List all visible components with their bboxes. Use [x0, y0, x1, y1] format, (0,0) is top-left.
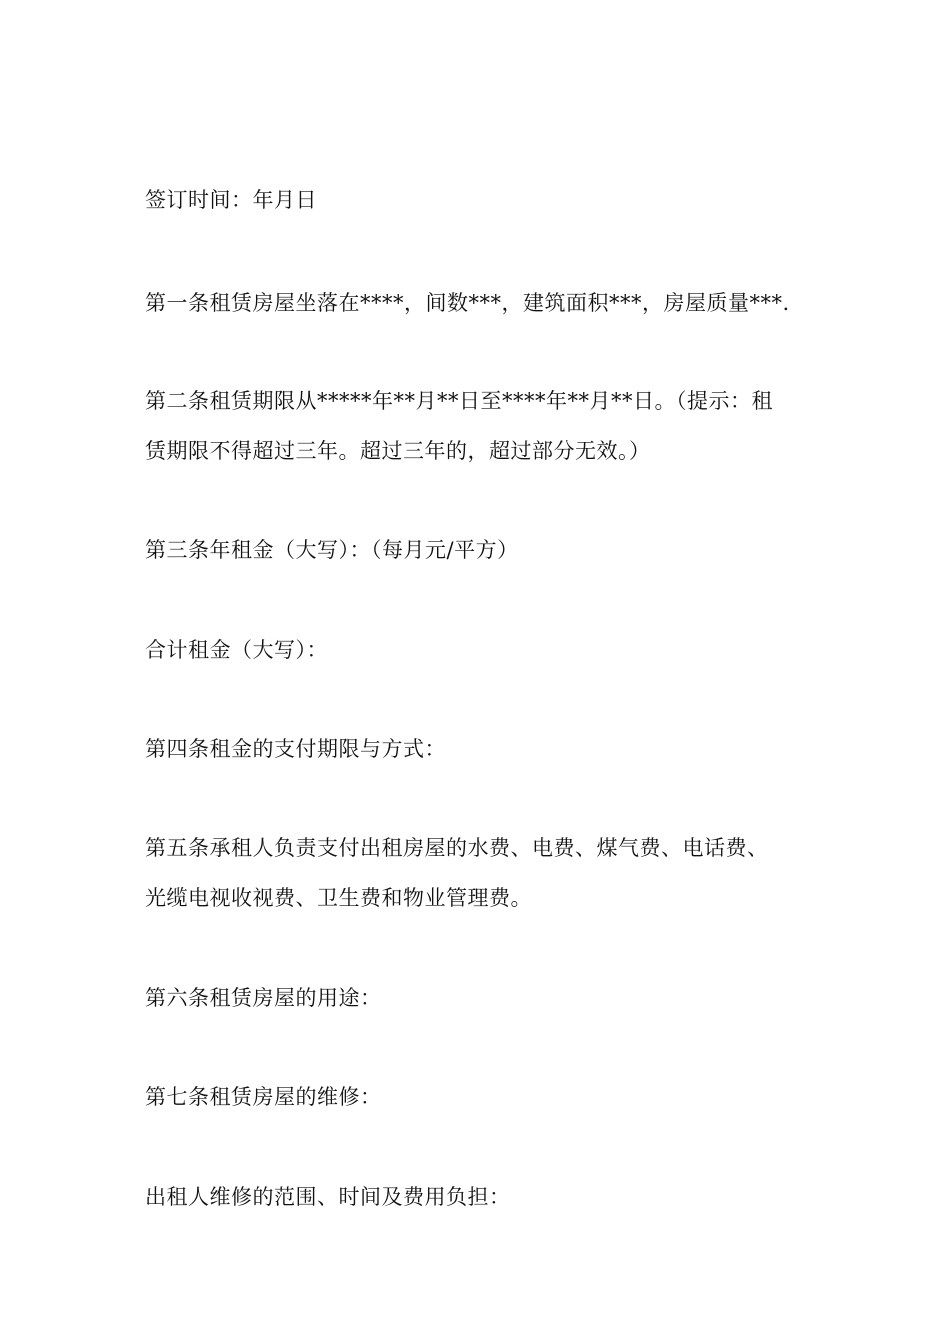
total-rent-line: 合计租金（大写）：: [145, 638, 328, 662]
article-2-line-1: 第二条租赁期限从*****年**月**日至****年**月**日。（提示：租: [145, 389, 773, 413]
article-1-line: 第一条租赁房屋坐落在****，间数***，建筑面积***，房屋质量***.: [145, 291, 790, 315]
signing-date-line: 签订时间：年月日: [145, 188, 317, 212]
article-4-line: 第四条租金的支付期限与方式：: [145, 737, 446, 761]
article-2-line-2: 赁期限不得超过三年。超过三年的，超过部分无效。）: [145, 439, 651, 463]
article-5-line-2: 光缆电视收视费、卫生费和物业管理费。: [145, 886, 532, 910]
article-3-line: 第三条年租金（大写）：（每月元/平方）: [145, 538, 519, 562]
article-7-line: 第七条租赁房屋的维修：: [145, 1085, 382, 1109]
lessor-repair-line: 出租人维修的范围、时间及费用负担：: [145, 1185, 511, 1209]
article-6-line: 第六条租赁房屋的用途：: [145, 986, 382, 1010]
article-5-line-1: 第五条承租人负责支付出租房屋的水费、电费、煤气费、电话费、: [145, 836, 769, 860]
